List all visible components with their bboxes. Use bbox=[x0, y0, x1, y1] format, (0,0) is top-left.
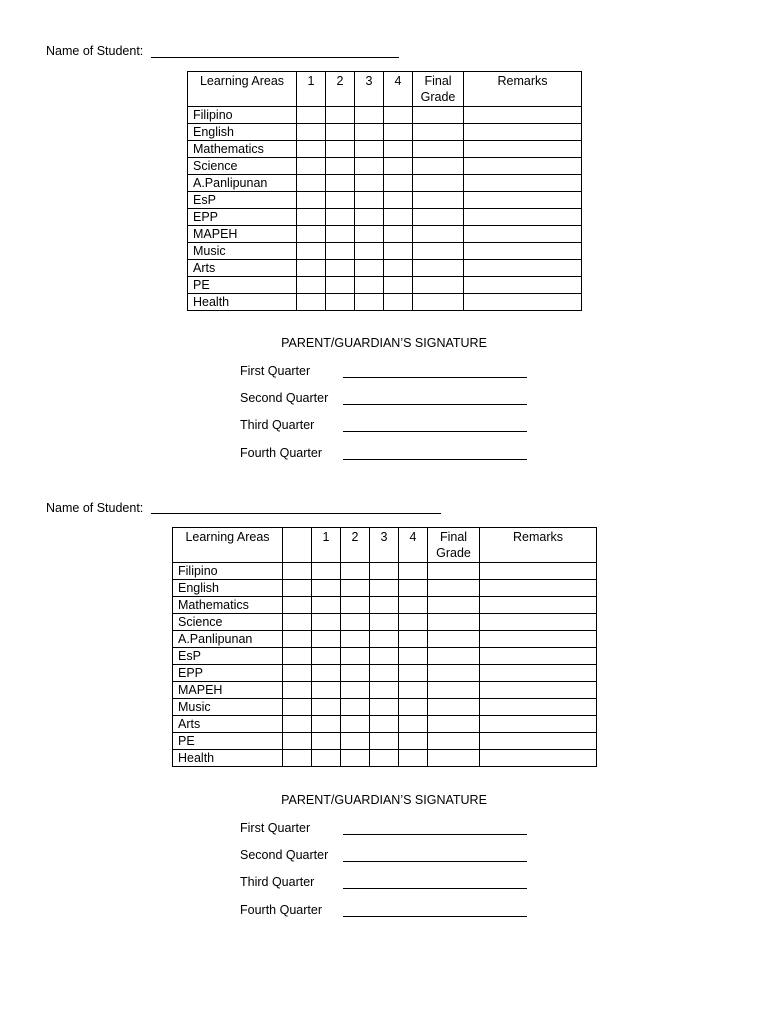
fourth-quarter-signature-line bbox=[343, 916, 527, 917]
grade-cell bbox=[399, 631, 428, 648]
grade-cell bbox=[480, 631, 597, 648]
grade-cell bbox=[341, 682, 370, 699]
grade-cell bbox=[341, 648, 370, 665]
learning-area-row bbox=[173, 665, 597, 682]
learning-area-label: Music bbox=[188, 243, 297, 260]
signature-title: PARENT/GUARDIAN’S SIGNATURE bbox=[281, 793, 487, 807]
grade-cell bbox=[312, 614, 341, 631]
grade-cell bbox=[370, 648, 399, 665]
header-quarter-2: 2 bbox=[341, 528, 370, 563]
grade-cell bbox=[384, 158, 413, 175]
grade-cell bbox=[480, 716, 597, 733]
first-quarter-signature-line bbox=[343, 377, 527, 378]
grade-cell bbox=[480, 648, 597, 665]
second-quarter-label: Second Quarter bbox=[240, 848, 329, 862]
learning-area-label: Health bbox=[188, 294, 297, 311]
second-quarter-label: Second Quarter bbox=[240, 391, 329, 405]
grade-cell bbox=[428, 716, 480, 733]
grade-cell bbox=[355, 141, 384, 158]
grade-cell bbox=[355, 158, 384, 175]
header-quarter-1: 1 bbox=[312, 528, 341, 563]
table-header-row bbox=[188, 72, 582, 107]
grade-cell bbox=[480, 614, 597, 631]
grade-cell bbox=[399, 563, 428, 580]
second-quarter-signature-line bbox=[343, 861, 527, 862]
grade-cell bbox=[283, 750, 312, 767]
grades-table-2 bbox=[172, 527, 597, 767]
grade-cell bbox=[384, 124, 413, 141]
grade-cell bbox=[297, 192, 326, 209]
learning-area-label: MAPEH bbox=[188, 226, 297, 243]
grade-cell bbox=[464, 277, 582, 294]
grade-cell bbox=[399, 682, 428, 699]
learning-area-label: MAPEH bbox=[173, 682, 283, 699]
grade-cell bbox=[384, 107, 413, 124]
grade-cell bbox=[464, 260, 582, 277]
grade-cell bbox=[297, 175, 326, 192]
learning-area-row bbox=[173, 682, 597, 699]
grade-cell bbox=[355, 243, 384, 260]
grade-cell bbox=[384, 209, 413, 226]
grade-cell bbox=[413, 158, 464, 175]
grade-cell bbox=[283, 716, 312, 733]
grade-cell bbox=[413, 192, 464, 209]
learning-area-row bbox=[188, 124, 582, 141]
grade-cell bbox=[413, 141, 464, 158]
grade-cell bbox=[480, 699, 597, 716]
grade-cell bbox=[480, 665, 597, 682]
grade-cell bbox=[326, 141, 355, 158]
grade-cell bbox=[297, 277, 326, 294]
grade-cell bbox=[312, 597, 341, 614]
first-quarter-signature-line bbox=[343, 834, 527, 835]
grade-cell bbox=[341, 580, 370, 597]
header-learning-areas: Learning Areas bbox=[188, 72, 297, 107]
table-header-row bbox=[173, 528, 597, 563]
learning-area-label: Mathematics bbox=[173, 597, 283, 614]
grade-cell bbox=[355, 107, 384, 124]
grade-cell bbox=[370, 716, 399, 733]
grade-cell bbox=[413, 209, 464, 226]
learning-area-row bbox=[188, 260, 582, 277]
grade-cell bbox=[283, 597, 312, 614]
grade-cell bbox=[464, 294, 582, 311]
header-quarter-2: 2 bbox=[326, 72, 355, 107]
grade-cell bbox=[341, 716, 370, 733]
grade-cell bbox=[341, 665, 370, 682]
grade-cell bbox=[283, 699, 312, 716]
third-quarter-label: Third Quarter bbox=[240, 418, 315, 432]
third-quarter-signature-line bbox=[343, 431, 527, 432]
grade-cell bbox=[399, 699, 428, 716]
grade-cell bbox=[480, 580, 597, 597]
grade-cell bbox=[326, 260, 355, 277]
learning-area-label: Filipino bbox=[173, 563, 283, 580]
header-quarter-4: 4 bbox=[384, 72, 413, 107]
learning-area-label: A.Panlipunan bbox=[173, 631, 283, 648]
learning-area-row bbox=[173, 699, 597, 716]
learning-area-row bbox=[173, 716, 597, 733]
grade-cell bbox=[297, 209, 326, 226]
learning-area-label: Arts bbox=[188, 260, 297, 277]
grade-cell bbox=[341, 614, 370, 631]
learning-area-row bbox=[188, 209, 582, 226]
learning-area-row bbox=[188, 294, 582, 311]
header-quarter-4: 4 bbox=[399, 528, 428, 563]
grade-cell bbox=[464, 226, 582, 243]
grade-cell bbox=[341, 597, 370, 614]
first-quarter-label: First Quarter bbox=[240, 364, 311, 378]
grade-cell bbox=[370, 580, 399, 597]
grade-cell bbox=[312, 682, 341, 699]
grade-cell bbox=[413, 243, 464, 260]
grade-cell bbox=[428, 733, 480, 750]
grade-cell bbox=[384, 226, 413, 243]
learning-area-label: EPP bbox=[173, 665, 283, 682]
learning-area-label: English bbox=[188, 124, 297, 141]
grade-cell bbox=[480, 682, 597, 699]
grade-cell bbox=[312, 563, 341, 580]
second-quarter-signature-line bbox=[343, 404, 527, 405]
grade-cell bbox=[370, 682, 399, 699]
grade-cell bbox=[428, 631, 480, 648]
grade-cell bbox=[370, 733, 399, 750]
grade-cell bbox=[464, 175, 582, 192]
grade-cell bbox=[428, 682, 480, 699]
header-remarks: Remarks bbox=[480, 528, 597, 563]
fourth-quarter-label: Fourth Quarter bbox=[240, 903, 322, 917]
grade-cell bbox=[312, 716, 341, 733]
name-of-student-line bbox=[151, 513, 441, 514]
grade-cell bbox=[428, 750, 480, 767]
learning-area-row bbox=[173, 733, 597, 750]
grade-cell bbox=[283, 563, 312, 580]
learning-area-label: A.Panlipunan bbox=[188, 175, 297, 192]
grade-cell bbox=[326, 226, 355, 243]
grade-cell bbox=[370, 614, 399, 631]
grade-cell bbox=[464, 158, 582, 175]
grade-cell bbox=[355, 294, 384, 311]
grade-cell bbox=[312, 699, 341, 716]
learning-area-row bbox=[173, 614, 597, 631]
fourth-quarter-signature-line bbox=[343, 459, 527, 460]
header-quarter-3: 3 bbox=[370, 528, 399, 563]
grade-cell bbox=[428, 665, 480, 682]
learning-area-label: Science bbox=[173, 614, 283, 631]
grade-cell bbox=[341, 699, 370, 716]
header-quarter-3: 3 bbox=[355, 72, 384, 107]
grade-cell bbox=[384, 277, 413, 294]
learning-area-row bbox=[188, 243, 582, 260]
grade-cell bbox=[428, 580, 480, 597]
learning-area-label: PE bbox=[188, 277, 297, 294]
grade-cell bbox=[355, 209, 384, 226]
grade-cell bbox=[283, 733, 312, 750]
learning-area-label: Music bbox=[173, 699, 283, 716]
grade-cell bbox=[413, 175, 464, 192]
grade-cell bbox=[312, 631, 341, 648]
grade-cell bbox=[283, 631, 312, 648]
grade-cell bbox=[312, 665, 341, 682]
grade-cell bbox=[413, 124, 464, 141]
grade-cell bbox=[355, 124, 384, 141]
learning-area-label: EsP bbox=[173, 648, 283, 665]
grade-cell bbox=[283, 614, 312, 631]
grade-cell bbox=[399, 665, 428, 682]
grade-cell bbox=[413, 260, 464, 277]
grade-cell bbox=[480, 563, 597, 580]
grade-cell bbox=[399, 750, 428, 767]
grade-cell bbox=[480, 750, 597, 767]
grade-cell bbox=[399, 597, 428, 614]
grade-cell bbox=[464, 141, 582, 158]
learning-area-row bbox=[188, 141, 582, 158]
grade-cell bbox=[326, 209, 355, 226]
learning-area-label: EPP bbox=[188, 209, 297, 226]
third-quarter-signature-line bbox=[343, 888, 527, 889]
learning-area-label: Health bbox=[173, 750, 283, 767]
grade-cell bbox=[326, 277, 355, 294]
grade-cell bbox=[341, 733, 370, 750]
grade-cell bbox=[370, 563, 399, 580]
grade-cell bbox=[413, 226, 464, 243]
grade-cell bbox=[413, 294, 464, 311]
grade-cell bbox=[312, 750, 341, 767]
grade-cell bbox=[297, 294, 326, 311]
grade-cell bbox=[326, 175, 355, 192]
grade-cell bbox=[428, 563, 480, 580]
learning-area-row bbox=[188, 192, 582, 209]
grade-cell bbox=[341, 563, 370, 580]
grade-cell bbox=[341, 750, 370, 767]
learning-area-row bbox=[173, 563, 597, 580]
first-quarter-label: First Quarter bbox=[240, 821, 311, 835]
grade-cell bbox=[326, 124, 355, 141]
grade-cell bbox=[312, 733, 341, 750]
grade-cell bbox=[283, 580, 312, 597]
learning-area-row bbox=[173, 648, 597, 665]
third-quarter-label: Third Quarter bbox=[240, 875, 315, 889]
grade-cell bbox=[464, 243, 582, 260]
grade-cell bbox=[312, 580, 341, 597]
grade-cell bbox=[428, 699, 480, 716]
grade-cell bbox=[355, 260, 384, 277]
grade-cell bbox=[464, 209, 582, 226]
grade-cell bbox=[399, 580, 428, 597]
grade-cell bbox=[399, 648, 428, 665]
grade-cell bbox=[384, 243, 413, 260]
grade-cell bbox=[283, 665, 312, 682]
fourth-quarter-label: Fourth Quarter bbox=[240, 446, 322, 460]
learning-area-label: PE bbox=[173, 733, 283, 750]
learning-area-row bbox=[188, 158, 582, 175]
grade-cell bbox=[370, 597, 399, 614]
grade-cell bbox=[355, 192, 384, 209]
learning-area-label: Mathematics bbox=[188, 141, 297, 158]
name-of-student-line bbox=[151, 57, 399, 58]
grade-cell bbox=[384, 175, 413, 192]
grade-cell bbox=[355, 277, 384, 294]
learning-area-row bbox=[188, 277, 582, 294]
grade-cell bbox=[428, 648, 480, 665]
grade-cell bbox=[297, 107, 326, 124]
grade-cell bbox=[464, 192, 582, 209]
grade-cell bbox=[297, 243, 326, 260]
grade-cell bbox=[283, 648, 312, 665]
learning-area-row bbox=[188, 107, 582, 124]
learning-area-label: Arts bbox=[173, 716, 283, 733]
learning-area-label: English bbox=[173, 580, 283, 597]
grade-cell bbox=[326, 158, 355, 175]
grade-cell bbox=[464, 107, 582, 124]
grades-table-1 bbox=[187, 71, 582, 311]
grade-cell bbox=[326, 294, 355, 311]
grade-cell bbox=[297, 124, 326, 141]
grade-cell bbox=[297, 158, 326, 175]
grade-cell bbox=[326, 107, 355, 124]
grade-cell bbox=[413, 277, 464, 294]
learning-area-label: EsP bbox=[188, 192, 297, 209]
header-final-grade: Final Grade bbox=[428, 528, 480, 563]
grade-cell bbox=[297, 226, 326, 243]
learning-area-row bbox=[188, 175, 582, 192]
learning-area-row bbox=[173, 597, 597, 614]
grade-cell bbox=[297, 260, 326, 277]
learning-area-row bbox=[173, 750, 597, 767]
grade-cell bbox=[341, 631, 370, 648]
grade-cell bbox=[326, 243, 355, 260]
grade-cell bbox=[283, 682, 312, 699]
learning-area-row bbox=[188, 226, 582, 243]
grade-cell bbox=[464, 124, 582, 141]
grade-cell bbox=[413, 107, 464, 124]
grade-cell bbox=[428, 597, 480, 614]
grade-cell bbox=[480, 733, 597, 750]
learning-area-label: Science bbox=[188, 158, 297, 175]
learning-area-row bbox=[173, 631, 597, 648]
signature-title: PARENT/GUARDIAN’S SIGNATURE bbox=[281, 336, 487, 350]
grade-cell bbox=[399, 716, 428, 733]
grade-cell bbox=[384, 260, 413, 277]
grade-cell bbox=[384, 141, 413, 158]
grade-cell bbox=[355, 226, 384, 243]
grade-cell bbox=[384, 192, 413, 209]
header-blank bbox=[283, 528, 312, 563]
grade-cell bbox=[326, 192, 355, 209]
grade-cell bbox=[370, 631, 399, 648]
name-of-student-label: Name of Student: bbox=[46, 44, 144, 58]
name-of-student-label: Name of Student: bbox=[46, 501, 144, 515]
header-learning-areas: Learning Areas bbox=[173, 528, 283, 563]
grade-cell bbox=[384, 294, 413, 311]
learning-area-row bbox=[173, 580, 597, 597]
grade-cell bbox=[370, 750, 399, 767]
header-remarks: Remarks bbox=[464, 72, 582, 107]
grade-cell bbox=[297, 141, 326, 158]
grade-cell bbox=[428, 614, 480, 631]
grade-cell bbox=[370, 699, 399, 716]
grade-cell bbox=[480, 597, 597, 614]
grade-cell bbox=[355, 175, 384, 192]
header-quarter-1: 1 bbox=[297, 72, 326, 107]
header-final-grade: Final Grade bbox=[413, 72, 464, 107]
grade-cell bbox=[370, 665, 399, 682]
grade-cell bbox=[312, 648, 341, 665]
learning-area-label: Filipino bbox=[188, 107, 297, 124]
grade-cell bbox=[399, 614, 428, 631]
grade-cell bbox=[399, 733, 428, 750]
